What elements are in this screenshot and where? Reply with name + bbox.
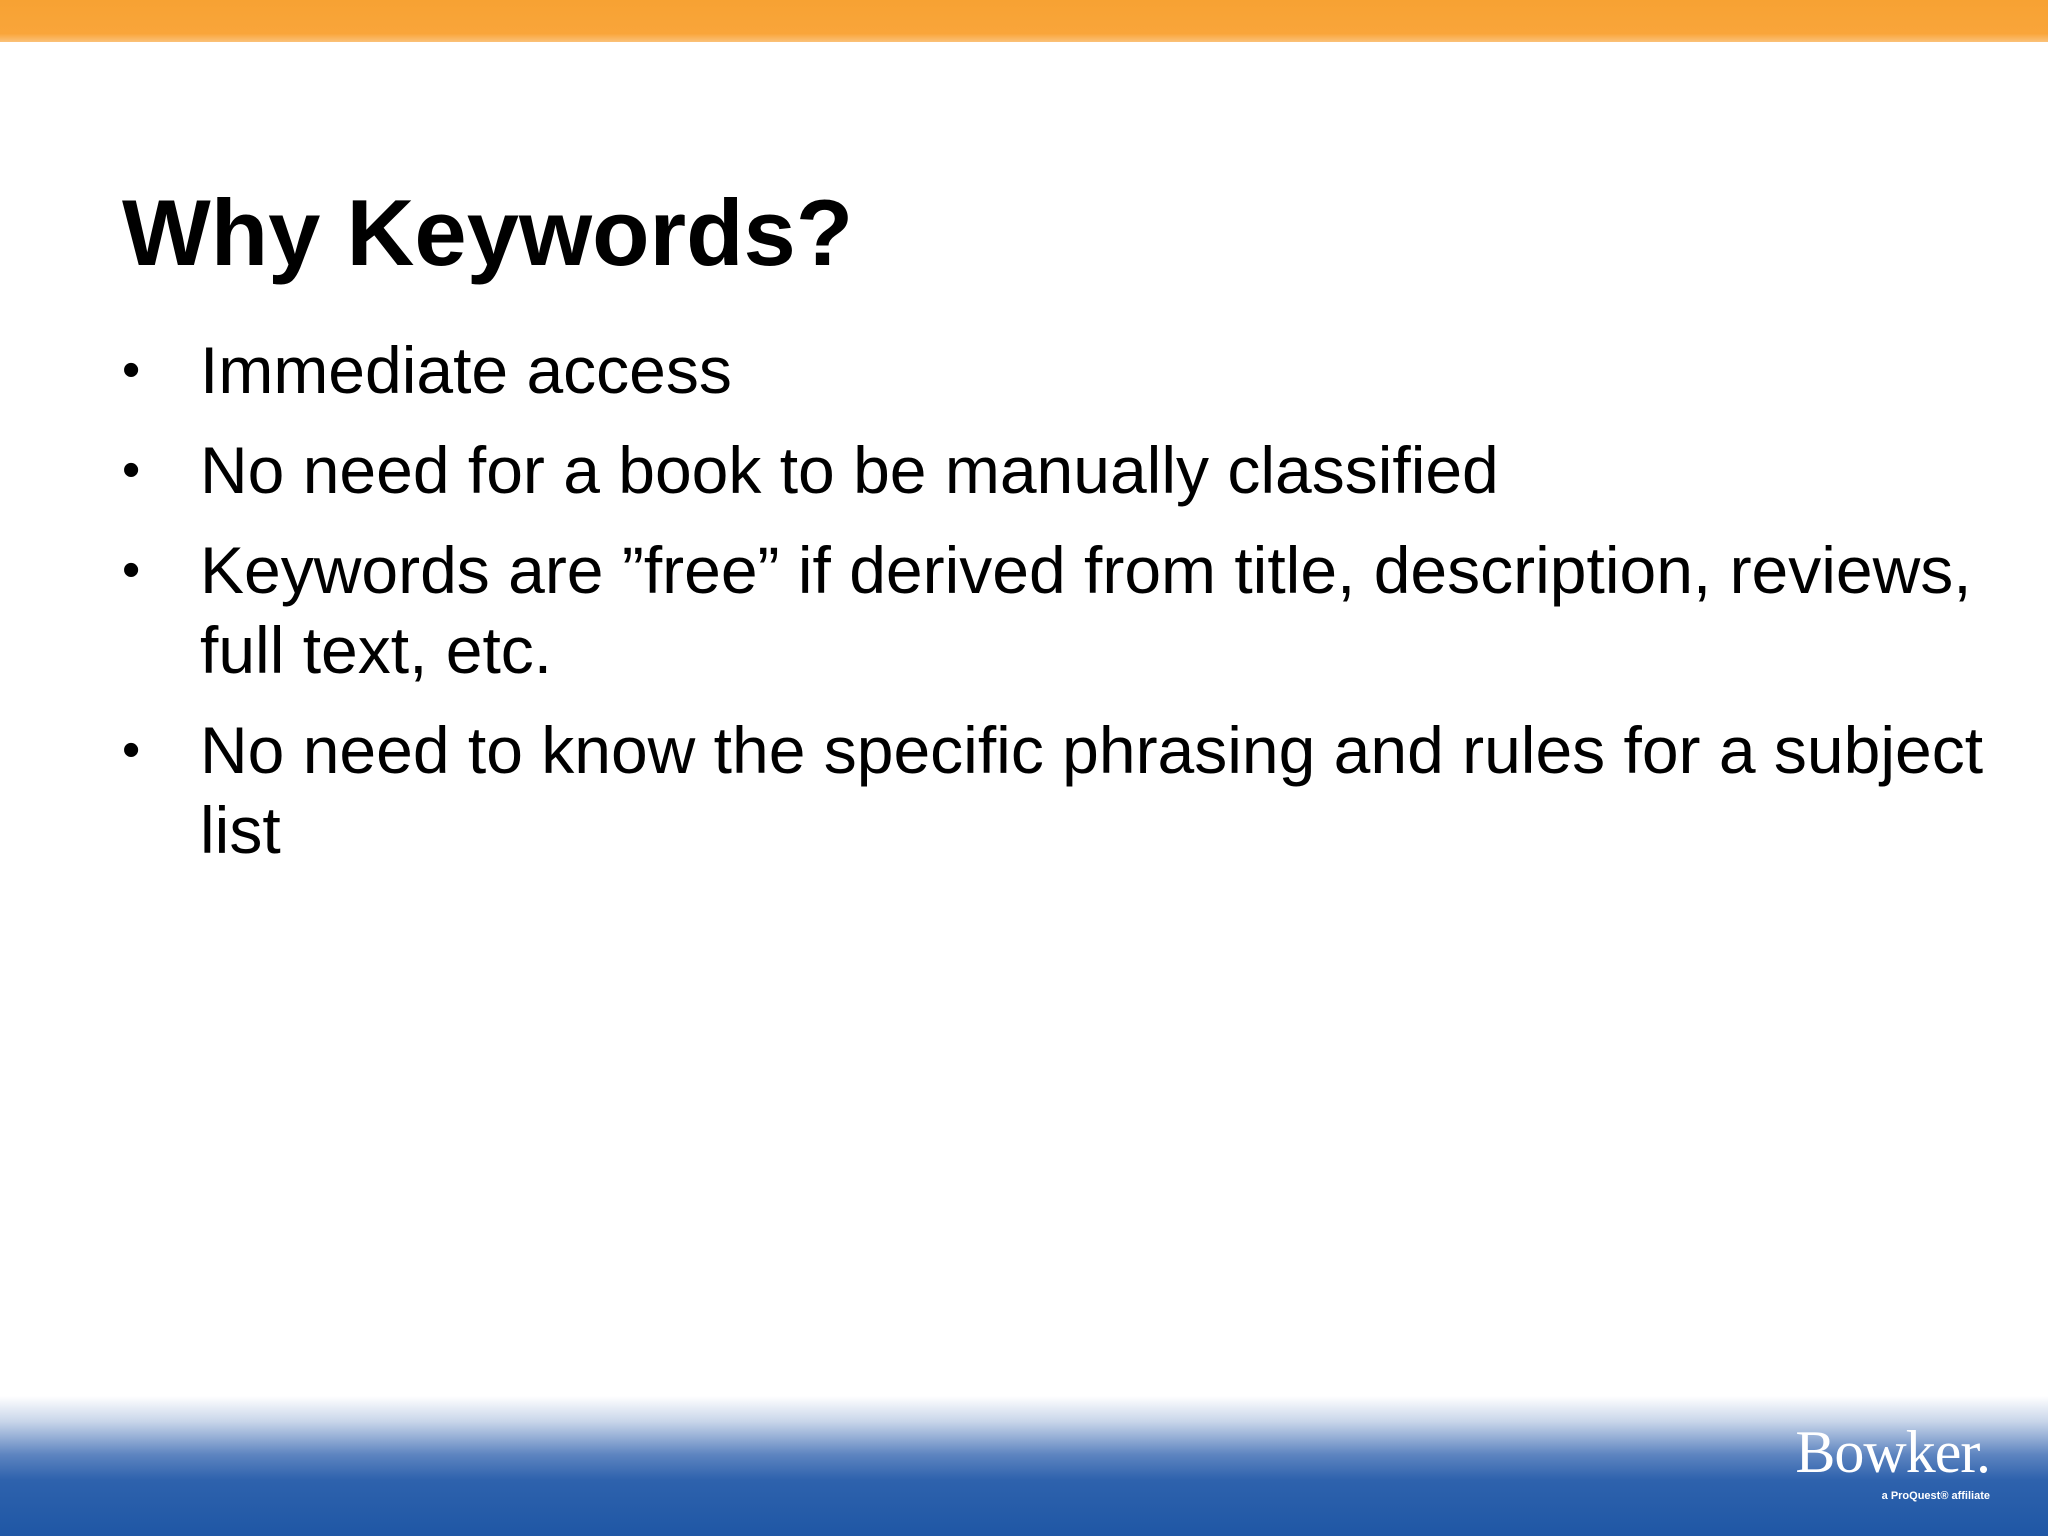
bullet-item (122, 530, 2002, 690)
bowker-logo (1795, 1420, 1990, 1504)
bullet-item (122, 430, 2002, 510)
bullet-item (122, 330, 2002, 410)
bullet-item (122, 710, 2002, 870)
bullet-icon: • (122, 341, 141, 399)
logo-wordmark: Bowker. (1795, 1419, 1990, 1485)
bullet-text: Keywords are ”free” if derived from title, description, reviews, full text, etc. (200, 533, 1972, 687)
bullet-text: Immediate access (200, 333, 732, 407)
top-accent-bar (0, 0, 2048, 42)
bullet-text: No need to know the specific phrasing and rules for a subject list (200, 713, 1984, 867)
bullet-icon: • (122, 541, 141, 599)
bullet-icon: • (122, 721, 141, 779)
bullet-icon: • (122, 441, 141, 499)
bottom-footer-bar (0, 1396, 2048, 1536)
slide-title: Why Keywords? (122, 180, 854, 285)
bullet-text: No need for a book to be manually classified (200, 433, 1499, 507)
bullet-list (122, 330, 2002, 890)
logo-tagline: a ProQuest® affiliate (1881, 1490, 1990, 1502)
